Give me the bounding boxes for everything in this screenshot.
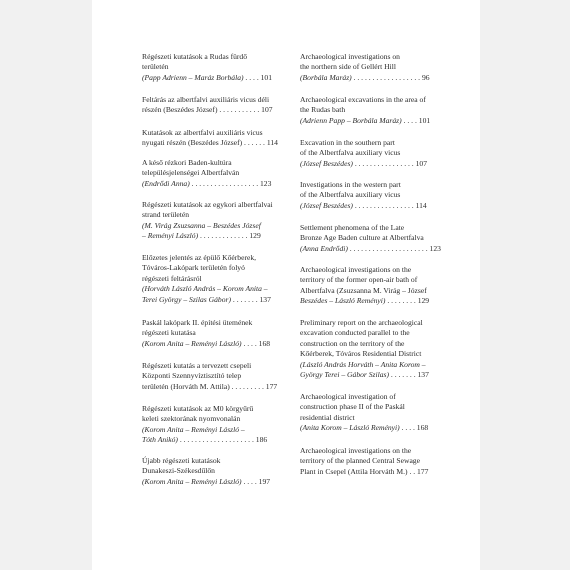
toc-entry[interactable] [142, 404, 292, 446]
toc-entry-authors: Tóth Anikó) [142, 435, 178, 445]
toc-entry-author-line [142, 435, 292, 445]
toc-entry-title-line: (Horváth László András – Korom Anita – [142, 284, 268, 294]
toc-entry-title-line: Feltárás az albertfalvi auxiliáris vicus déli [142, 95, 270, 104]
toc-entry-author-line [300, 370, 450, 380]
toc-entry-authors: (Anna Endrődi) [300, 243, 348, 253]
toc-entry-author-line [300, 296, 450, 306]
toc-entry-authors: (Anita Korom – László Reményi) [300, 423, 400, 433]
toc-entry-authors: (József Beszédes) [300, 200, 353, 210]
toc-entry-leader-dots: . . . . . . . [389, 370, 418, 380]
toc-entry-leader-dots: . . . . . . . . . . . . . . . . . . . . [177, 435, 256, 445]
toc-entry-title-line: Paskál lakópark II. építési ütemének [142, 318, 253, 327]
toc-entry-leader-dots: . . . . [243, 72, 261, 82]
toc-entry[interactable] [300, 52, 450, 83]
toc-entry-title-line: residential district [300, 412, 355, 422]
toc-entry-title-line: Kőérberek, Tóváros Residential District [300, 349, 422, 359]
toc-entry-page-number: 101 [260, 72, 273, 82]
toc-entry-title-line: strand területén [142, 210, 190, 220]
toc-entry-page-number: 197 [258, 476, 271, 486]
toc-entry-title-line: településjelenségei Albertfalván [142, 168, 240, 178]
toc-entry-title-line: nyugati részén (Beszédes József) . . . . . . 114 [142, 138, 278, 148]
toc-entry-title-line: Albertfalva (Zsuzsanna M. Virág – József [300, 285, 427, 295]
toc-entry-title-line: Előzetes jelentés az épülő Kőérberek, [142, 253, 257, 262]
toc-entry-page-number: 137 [417, 370, 429, 380]
toc-entry-author-line [300, 159, 450, 169]
toc-entry-title-line: the northern side of Gellért Hill [300, 62, 396, 72]
toc-entry-page-number: 137 [259, 294, 271, 304]
toc-entry-authors: – Reményi László) [142, 231, 199, 241]
toc-entry-author-line [142, 73, 292, 83]
toc-entry-title-line: Bronze Age Baden culture at Albertfalva [300, 233, 424, 243]
toc-entry-page-number: 186 [255, 435, 268, 445]
toc-entry-title-line: Settlement phenomena of the Late [300, 223, 405, 232]
toc-entry-title-line: Dunakeszi-Székesdűlőn [142, 466, 215, 476]
toc-entry-author-line [142, 179, 292, 189]
toc-entry[interactable] [300, 180, 450, 211]
toc-entry[interactable] [300, 138, 450, 169]
book-page [92, 0, 480, 570]
toc-entry-page-number: 129 [249, 231, 261, 241]
toc-entry-page-number: 114 [415, 200, 427, 210]
toc-entry-authors: György Terei – Gábor Szilas) [300, 370, 390, 380]
toc-entry-title-line: excavation conducted parallel to the [300, 328, 410, 338]
toc-entry-author-line [300, 116, 450, 126]
toc-entry[interactable] [142, 200, 292, 242]
toc-entry-page-number: 123 [260, 178, 272, 188]
toc-entry-title-line: részén (Beszédes József) . . . . . . . . . . . 107 [142, 105, 273, 115]
toc-entry[interactable] [142, 456, 292, 487]
toc-entry-title-line: Preliminary report on the archaeological [300, 318, 423, 327]
toc-entry[interactable] [142, 95, 292, 116]
toc-entry-leader-dots: . . . . . . . . . . . . . [198, 231, 250, 241]
toc-entry-author-line [300, 201, 450, 211]
toc-entry-title-line: Tóváros-Lakópark területén folyó [142, 263, 245, 273]
toc-entry-leader-dots: . . . . . . . . . . . . . . . . [352, 200, 416, 210]
toc-entry[interactable] [142, 318, 292, 349]
toc-entry-leader-dots: . . . . . . . . . . . . . . . . [352, 158, 416, 168]
toc-entry-page-number: 101 [418, 115, 431, 125]
toc-entry-author-line [142, 295, 292, 305]
toc-entry-page-number: 107 [415, 158, 427, 168]
toc-entry-title-line: (M. Virág Zsuzsanna – Beszédes József [142, 220, 261, 230]
toc-entry-title-line: of the Albertfalva auxiliary vicus [300, 148, 401, 158]
toc-entry-title-line: Plant in Csepel (Attila Horváth M.) . . 177 [300, 466, 429, 476]
toc-entry-authors: Terei György – Szilas Gábor) [142, 294, 232, 304]
toc-entry-title-line: keleti szektorának nyomvonalán [142, 414, 241, 424]
toc-entry-leader-dots: . . . . . . . . . . . . . . . . . . . . . [347, 243, 430, 253]
toc-entry-title-line: construction phase II of the Paskál [300, 402, 405, 412]
toc-entry[interactable] [300, 95, 450, 126]
toc-entry-title-line: Központi Szennyvíztisztító telep [142, 371, 242, 381]
toc-entry-leader-dots: . . . . [401, 115, 419, 125]
toc-entry-title-line: Régészeti kutatások a Rudas fürdő [142, 52, 248, 61]
toc-entry-title-line: Újabb régészeti kutatások [142, 456, 221, 465]
toc-entry-leader-dots: . . . . . . . [231, 294, 260, 304]
toc-entry-title-line: Archaeological investigations on the [300, 265, 412, 274]
toc-entry-leader-dots: . . . . . . . . [385, 296, 418, 306]
toc-entry-page-number: 96 [421, 72, 430, 82]
toc-entry-authors: (Borbála Maráz) [300, 72, 352, 82]
toc-entry-title-line: construction on the territory of the [300, 338, 405, 348]
toc-entry-title-line: (László András Horváth – Anita Korom – [300, 359, 426, 369]
toc-entry-authors: (Papp Adrienn – Maráz Borbála) [142, 72, 244, 82]
toc-entry-authors: (Endrődi Anna) [142, 178, 190, 188]
toc-entry-author-line [300, 244, 450, 254]
toc-entry-title-line: Archaeological investigations on the [300, 446, 412, 455]
toc-entry-author-line [142, 231, 292, 241]
toc-entry[interactable] [142, 128, 292, 149]
toc-entry-leader-dots: . . . . [241, 476, 259, 486]
toc-entry-page-number: 168 [258, 338, 271, 348]
toc-entry-title-line: of the Albertfalva auxiliary vicus [300, 190, 401, 200]
toc-entry-authors: (Adrienn Papp – Borbála Maráz) [300, 115, 402, 125]
toc-entry-title-line: Régészeti kutatás a tervezett csepeli [142, 361, 252, 370]
toc-entry[interactable] [142, 158, 292, 189]
toc-entry-leader-dots: . . . . [241, 338, 259, 348]
toc-entry-title-line: A késő rézkori Baden-kultúra [142, 158, 232, 167]
toc-entry-title-line: Archaeological investigation of [300, 392, 396, 401]
toc-entry-title-line: Investigations in the western part [300, 180, 401, 189]
toc-entry-title-line: Archaeological excavations in the area of [300, 95, 426, 104]
toc-entry-leader-dots: . . . . . . . . . . . . . . . . . . [189, 178, 260, 188]
toc-entry-title-line: Régészeti kutatások az M0 körgyűrű [142, 404, 254, 413]
toc-entry-title-line: (Korom Anita – Reményi László – [142, 424, 245, 434]
toc-entry[interactable] [300, 223, 450, 254]
toc-entry[interactable] [300, 318, 450, 380]
toc-entry-title-line: régészeti kutatása [142, 328, 196, 338]
toc-entry-authors: (Korom Anita – Reményi László) [142, 476, 242, 486]
toc-entry-author-line [300, 423, 450, 433]
toc-entry-title-line: Régészeti kutatások az egykori albertfalvai [142, 200, 273, 209]
toc-entry-authors: (József Beszédes) [300, 158, 353, 168]
toc-entry-title-line: the Rudas bath [300, 105, 346, 115]
toc-entry-title-line: régészeti feltárásról [142, 273, 202, 283]
toc-entry[interactable] [300, 392, 450, 434]
toc-entry-page-number: 123 [429, 243, 441, 253]
toc-entry-leader-dots: . . . . [399, 423, 417, 433]
toc-entry-author-line [300, 73, 450, 83]
toc-entry-page-number: 168 [416, 423, 429, 433]
toc-entry-author-line [142, 477, 292, 487]
toc-entry-title-line: Archaeological investigations on [300, 52, 400, 61]
toc-entry-page-number: 129 [417, 296, 430, 306]
toc-entry[interactable] [300, 265, 450, 307]
toc-entry-author-line [142, 339, 292, 349]
toc-entry[interactable] [300, 446, 450, 477]
toc-entry[interactable] [142, 253, 292, 305]
toc-entry-authors: (Korom Anita – Reményi László) [142, 338, 242, 348]
toc-entry[interactable] [142, 361, 292, 392]
toc-entry[interactable] [142, 52, 292, 83]
toc-entry-title-line: területén (Horváth M. Attila) . . . . . . . . . 177 [142, 381, 278, 391]
toc-entry-title-line: territory of the planned Central Sewage [300, 456, 420, 466]
toc-entry-title-line: Excavation in the southern part [300, 138, 395, 147]
toc-entry-leader-dots: . . . . . . . . . . . . . . . . . . [351, 72, 422, 82]
toc-entry-title-line: Kutatások az albertfalvi auxiliáris vicus [142, 128, 263, 137]
toc-entry-title-line: területén [142, 62, 169, 72]
toc-entry-title-line: territory of the former open-air bath of [300, 275, 418, 285]
toc-entry-authors: Beszédes – László Reményi) [300, 296, 386, 306]
